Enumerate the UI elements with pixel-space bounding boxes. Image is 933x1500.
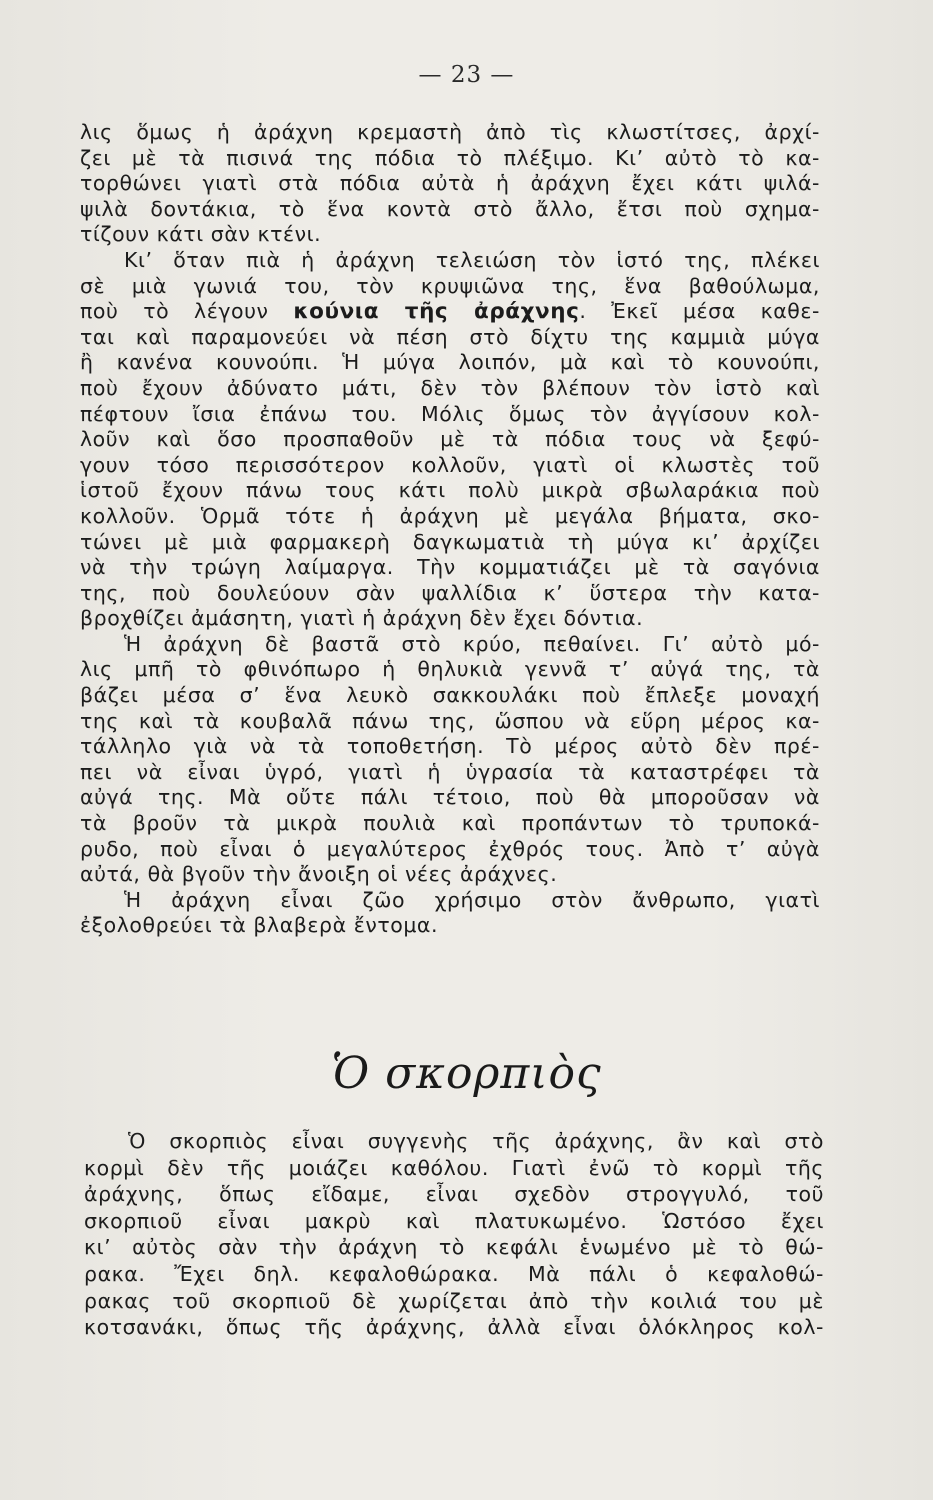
page-number: — 23 — xyxy=(418,62,515,88)
text-line: πέφτουν ἴσια ἐπάνω του. Μόλις ὅμως τὸν ἀγγίσουν κολ- xyxy=(80,401,820,426)
text-line: ρακα. Ἔχει δηλ. κεφαλοθώρακα. Μὰ πάλι ὁ κεφαλοθώ- xyxy=(84,1261,824,1286)
text-line: Ὁ σκορπιὸς εἶναι συγγενὴς τῆς ἀράχνης, ἂν καὶ στὸ xyxy=(128,1129,824,1153)
text-line: αὐγά της. Μὰ οὔτε πάλι τέτοιο, ποὺ θὰ μποροῦσαν νὰ xyxy=(80,785,820,810)
text-line: λις μπῆ τὸ φθινόπωρο ἡ θηλυκιὰ γεννᾶ τ’ αὐγά της, τὰ xyxy=(80,657,820,682)
text-line: τίζουν κάτι σὰν κτένι. xyxy=(80,222,322,247)
text-line: κι’ αὐτὸς σὰν τὴν ἀράχνη τὸ κεφάλι ἑνωμένο μὲ τὸ θώ- xyxy=(84,1235,824,1260)
scorpion-text-block xyxy=(84,1128,824,1341)
text-line: τάλληλο γιὰ νὰ τὰ τοποθετήση. Τὸ μέρος αὐτὸ δὲν πρέ- xyxy=(80,734,820,759)
text-line: ψιλὰ δοντάκια, τὸ ἕνα κοντὰ στὸ ἄλλο, ἔτσι ποὺ σχημα- xyxy=(80,196,820,221)
text-line: κολλοῦν. Ὁρμᾶ τότε ἡ ἀράχνη μὲ μεγάλα βήματα, σκο- xyxy=(80,503,820,528)
text-line: Κι’ ὅταν πιὰ ἡ ἀράχνη τελειώση τὸν ἱστό της, πλέκει xyxy=(124,247,820,272)
text-line: βροχθίζει ἀμάσητη, γιατὶ ἡ ἀράχνη δὲν ἔχει δόντια. xyxy=(80,606,644,631)
text-line: ρυδο, ποὺ εἶναι ὁ μεγαλύτερος ἐχθρός τους. Ἀπὸ τ’ αὐγὰ xyxy=(80,836,820,861)
text-line: ἀράχνης, ὅπως εἴδαμε, εἶναι σχεδὸν στρογγυλό, τοῦ xyxy=(84,1182,824,1207)
text-line: τορθώνει γιατὶ στὰ πόδια αὐτὰ ἡ ἀράχνη ἔχει κάτι ψιλά- xyxy=(80,171,820,196)
bold-term: κούνια τῆς ἀράχνης xyxy=(293,299,580,325)
text-line: σκορπιοῦ εἶναι μακρὺ καὶ πλατυκωμένο. Ὡστόσο ἔχει xyxy=(84,1208,824,1233)
text-line: σὲ μιὰ γωνιά του, τὸν κρυψιῶνα της, ἕνα βαθούλωμα, xyxy=(80,273,820,298)
text-line: τώνει μὲ μιὰ φαρμακερὴ δαγκωματιὰ τὴ μύγα κι’ ἀρχίζει xyxy=(80,529,820,554)
text-line: βάζει μέσα σ’ ἕνα λευκὸ σακκουλάκι ποὺ ἔπλεξε μοναχή xyxy=(80,683,820,708)
text-line: γουν τόσο περισσότερον κολλοῦν, γιατὶ οἱ κλωστὲς τοῦ xyxy=(80,452,820,477)
text-line: αὐτά, θὰ βγοῦν τὴν ἄνοιξη οἱ νέες ἀράχνες. xyxy=(80,862,558,887)
text-line-with-emphasis xyxy=(80,299,820,325)
text-line: Ἡ ἀράχνη εἶναι ζῶο χρήσιμο στὸν ἄνθρωπο, γιατὶ xyxy=(124,887,820,912)
text-line: ζει μὲ τὰ πισινά της πόδια τὸ πλέξιμο. Κι’ αὐτὸ τὸ κα- xyxy=(80,145,820,170)
text-line: λοῦν καὶ ὅσο προσπαθοῦν μὲ τὰ πόδια τους νὰ ξεφύ- xyxy=(80,427,820,452)
text-line: ποὺ ἔχουν ἀδύνατο μάτι, δὲν τὸν βλέπουν τὸν ἱστὸ καὶ xyxy=(80,375,820,400)
text-line: Ἡ ἀράχνη δὲ βαστᾶ στὸ κρύο, πεθαίνει. Γι’ αὐτὸ μό- xyxy=(124,631,820,656)
text-line: κοτσανάκι, ὅπως τῆς ἀράχνης, ἀλλὰ εἶναι ὁλόκληρος κολ- xyxy=(84,1315,824,1340)
text-line: ρακας τοῦ σκορπιοῦ δὲ χωρίζεται ἀπὸ τὴν κοιλιά του μὲ xyxy=(84,1288,824,1313)
text-line: τὰ βροῦν τὰ μικρὰ πουλιὰ καὶ προπάντων τὸ τρυποκά- xyxy=(80,811,820,836)
text-line: ἢ κανένα κουνούπι. Ἡ μύγα λοιπόν, μὰ καὶ τὸ κουνούπι, xyxy=(80,350,820,375)
text-line: λις ὅμως ἡ ἀράχνη κρεμαστὴ ἀπὸ τὶς κλωστίτσες, ἀρχί- xyxy=(80,120,820,144)
text-fragment: ποὺ τὸ λέγουν xyxy=(80,299,294,324)
text-line: κορμὶ δὲν τῆς μοιάζει καθόλου. Γιατὶ ἐνῶ τὸ κορμὶ τῆς xyxy=(84,1155,824,1180)
text-fragment: . Ἐκεῖ μέσα καθε- xyxy=(579,299,820,324)
section-title: Ὁ σκορπιὸς xyxy=(331,1048,602,1099)
text-line: της, ποὺ δουλεύουν σὰν ψαλλίδια κ’ ὕστερα τὴν κατα- xyxy=(80,580,820,605)
spider-text-block xyxy=(80,120,820,939)
text-line: ἐξολοθρεύει τὰ βλαβερὰ ἔντομα. xyxy=(80,913,439,938)
text-line: της καὶ τὰ κουβαλᾶ πάνω της, ὥσπου νὰ εὕρη μέρος κα- xyxy=(80,708,820,733)
text-line: ἱστοῦ ἔχουν πάνω τους κάτι πολὺ μικρὰ σβωλαράκια ποὺ xyxy=(80,478,820,503)
text-line: ται καὶ παραμονεύει νὰ πέση στὸ δίχτυ της καμμιὰ μύγα xyxy=(80,324,820,349)
text-line: πει νὰ εἶναι ὑγρό, γιατὶ ἡ ὑγρασία τὰ καταστρέφει τὰ xyxy=(80,759,820,784)
text-line: νὰ τὴν τρώγη λαίμαργα. Τὴν κομματιάζει μὲ τὰ σαγόνια xyxy=(80,555,820,580)
